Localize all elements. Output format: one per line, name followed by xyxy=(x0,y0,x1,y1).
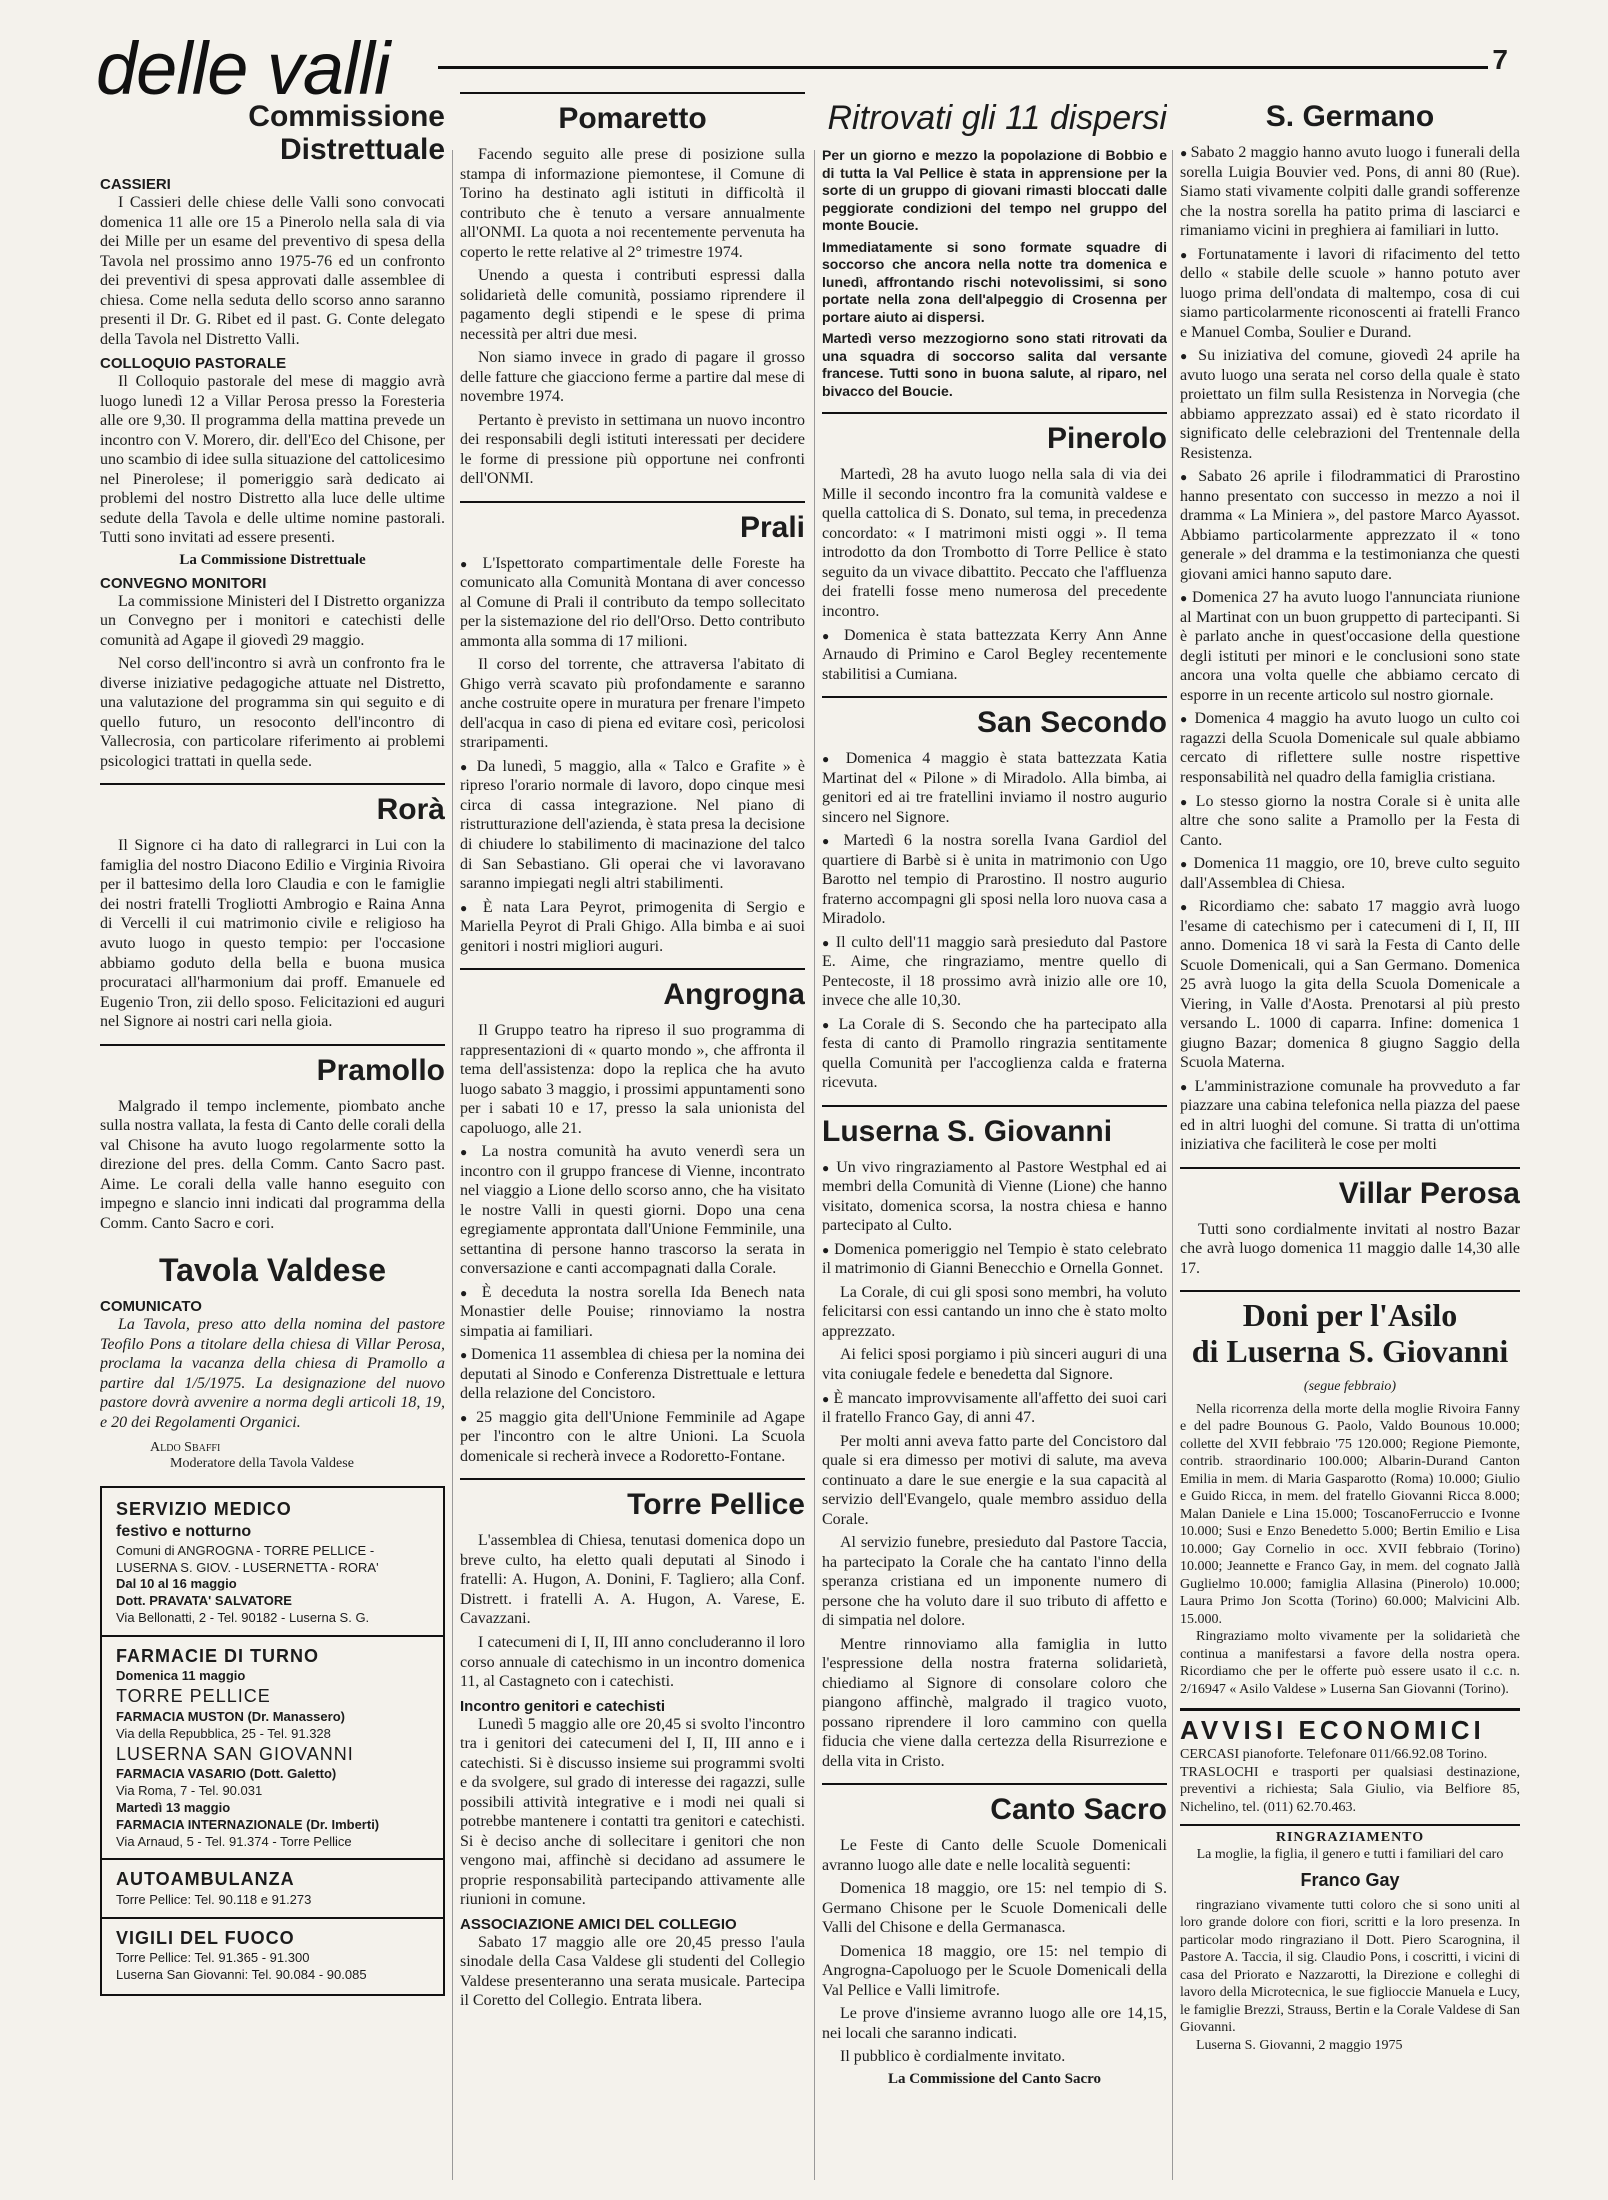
article-pomaretto-3: Non siamo invece in grado di pagare il grosso delle fatture che giacciono ferme a partire dal mese di novembre 1974. xyxy=(460,349,805,406)
article-luserna-4: Ai felici sposi porgiamo i più sinceri auguri di una vita coniugale fedele e benedetta dal Signore. xyxy=(822,1346,1167,1383)
article-pramollo: Malgrado il tempo inclemente, piombato anche sulla nostra vallata, la festa di Canto delle corali della val Chisone ha avuto luogo regolarmente sotto la direzione del pres. della Comm. Canto Sacro past. Aime. Le corali della valle hanno eseguito con impegno e slancio inni indicati dal programma della Comm. Canto Sacro e cori. xyxy=(100,1097,445,1232)
column-divider xyxy=(1172,150,1173,2180)
article-secondo-4: ● La Corale di S. Secondo che ha partecipato alla festa di canto di Pramollo ringrazia sentitamente quella Comunità per l'accoglienza calda e fraterna ricevuta. xyxy=(822,1015,1167,1093)
signature-commissione: La Commissione Distrettuale xyxy=(179,551,366,568)
article-pomaretto-1: Facendo seguito alle prese di posizione sulla stampa di informazione piemontese, il Comune di Torino ha destinato agli istituti in difficoltà il contributo che è tenuto a versare annualmente all'ONMI. La quota a noi recentemente pervenuta ha coperto le rette relative al 2° trimestre 1974. xyxy=(460,146,805,261)
article-luserna-1: ● Un vivo ringraziamento al Pastore Westphal ed ai membri della Comunità di Vienne (Lione) che hanno visitato, domenica scorsa, la nostra chiesa e hanno partecipato al Culto. xyxy=(822,1158,1167,1236)
article-germano-6: ● Domenica 4 maggio ha avuto luogo un culto coi ragazzi della Scuola Domenicale sul quale abbiamo cercato di riflettere sulle nostre rispettive responsabilità nel quadro della famiglia cristiana. xyxy=(1180,709,1520,787)
column-3 xyxy=(822,92,1167,2094)
pharmacy-address: Via Arnaud, 5 - Tel. 91.374 - Torre Pellice xyxy=(116,1833,352,1849)
column-4 xyxy=(1180,92,1520,2054)
article-pomaretto-2: Unendo a questa i contributi espressi dalla solidarietà delle comunità, possiamo riprendere il pagamento degli stipendi e le spese di prima necessità per altri due mesi. xyxy=(460,267,805,343)
article-secondo-3: ● Il culto dell'11 maggio sarà presieduto dal Pastore E. Aime, che ringraziamo, mentre quello di Pentecoste, il 18 prossimo avrà inizio alle ore 10, invece che alle 10,30. xyxy=(822,933,1167,1011)
article-convegno-2: Nel corso dell'incontro si avrà un confronto fra le diverse iniziative pedagogiche attuate nel Distretto, una valutazione del programma sin qui seguito e di quello futuro, un resoconto dell'incontro di Vallecrosia, con particolare riferimento ai problemi psicologici trattati in quella sede. xyxy=(100,655,445,770)
subhead-cassieri: CASSIERI xyxy=(100,176,171,193)
thanks-intro: La moglie, la figlia, il genero e tutti i familiari del caro xyxy=(1196,1847,1504,1863)
section-heading-san-secondo: San Secondo xyxy=(822,696,1167,739)
section-heading-ringraziamento: RINGRAZIAMENTO xyxy=(1180,1824,1520,1846)
ad-2: TRASLOCHI e trasporti per qualsiasi destinazione, preventivi a richiesta; Sala Giulio, via Belfiore 85, Nichelino, tel. (011) 62.70.463. xyxy=(1180,1764,1520,1815)
divider xyxy=(102,1635,443,1637)
article-germano-7: ● Lo stesso giorno la nostra Corale si è unita alle altre che sono salite a Pramollo per la Festa di Canto. xyxy=(1180,792,1520,851)
article-germano-8: ● Domenica 11 maggio, ore 10, breve culto seguito dall'Assemblea di Chiesa. xyxy=(1180,854,1520,893)
pharmacies-title: FARMACIE DI TURNO xyxy=(116,1646,319,1667)
thanks-date: Luserna S. Giovanni, 2 maggio 1975 xyxy=(1196,2037,1403,2053)
article-canto-5: Il pubblico è cordialmente invitato. xyxy=(840,2048,1066,2066)
section-heading-ritrovati: Ritrovati gli 11 dispersi xyxy=(827,99,1167,137)
subhead-associazione: ASSOCIAZIONE AMICI DEL COLLEGIO xyxy=(460,1915,737,1933)
article-germano-3: ● Su iniziativa del comune, giovedì 24 aprile ha avuto luogo una serata nel corso della quale è stato proiettato un film sulla Resistenza in Norvegia (che abbiamo apprezzato assai) ed è stato ricordato il significato delle celebrazioni del Trentennale della Resistenza. xyxy=(1180,346,1520,463)
author-role: Moderatore della Tavola Valdese xyxy=(170,1456,354,1472)
article-cassieri: I Cassieri delle chiese delle Valli sono convocati domenica 11 alle ore 15 a Pinerolo nella sala di via dei Mille per un esame del preventivo di spesa della Tavola nel prossimo anno 1975-76 ed un confronto dei preventivi di spesa approvati dalle assemblee di chiesa. Come nella seduta dello scorso anno saranno presenti il Dr. G. Ribet ed il past. G. Conte delegato della Tavola nel Distretto Valli. xyxy=(100,194,445,348)
pharmacy-date: Domenica 11 maggio xyxy=(116,1668,246,1684)
article-angrogna-5: ● 25 maggio gita dell'Unione Femminile ad Agape per l'incontro con le altre Unioni. La Scuola domenicale si recherà invece a Rodoretto-Fontane. xyxy=(460,1408,805,1467)
article-luserna-6: Per molti anni aveva fatto parte del Concistoro dal quale si era dimesso per motivi di salute, ma aveva continuato a dare le sue energie e la sua capacità al servizio dell'Evangelo, quale membro assiduo della Corale. xyxy=(822,1432,1167,1528)
article-convegno-1: La commissione Ministeri del I Distretto organizza un Convegno per i monitori e catechisti delle comunità ad Agape il giovedì 29 maggio. xyxy=(100,592,445,649)
article-secondo-1: ● Domenica 4 maggio è stata battezzata Katia Martinat del « Pilone » di Miradolo. Alla bimba, ai genitori ed ai tre fratellini inviamo il nostro augurio sincero nel Signore. xyxy=(822,749,1167,827)
section-heading-villar-perosa: Villar Perosa xyxy=(1180,1167,1520,1210)
author-name: Aldo Sbaffi xyxy=(150,1440,221,1456)
column-1 xyxy=(100,92,445,1996)
article-secondo-2: ● Martedì 6 la nostra sorella Ivana Gardiol del quartiere di Barbè si è unita in matrimonio con Ugo Barotto nel tempio di Prarostino. Il nostro augurio fraterno accompagni gli sposi nella loro nuova casa a Miradolo. xyxy=(822,831,1167,929)
subhead-incontro: Incontro genitori e catechisti xyxy=(460,1697,666,1715)
section-heading-rora: Rorà xyxy=(100,783,445,826)
section-heading-pramollo: Pramollo xyxy=(100,1044,445,1087)
pharmacy-name: FARMACIA VASARIO (Dott. Galetto) xyxy=(116,1765,337,1781)
article-luserna-7: Al servizio funebre, presieduto dal Pastore Taccia, ha partecipato la Corale che ha cantato l'inno della speranza cristiana ed un imponente numero di persone che ha voluto dare il suo tributo di affetto e di simpatia nel dolore. xyxy=(822,1534,1167,1630)
article-germano-5: ● Domenica 27 ha avuto luogo l'annunciata riunione al Martinat con un buon gruppetto di partecipanti. Si è parlato anche in quest'occasione della questione degli istituti per minori e le conclusioni sono state ancora una volta quelle che abbiamo cercato di esporre in un recente articolo sul nostro giornale. xyxy=(1180,588,1520,705)
section-heading-tavola: Tavola Valdese xyxy=(158,1252,387,1289)
subhead-convegno: CONVEGNO MONITORI xyxy=(100,574,267,592)
service-communes: Comuni di ANGROGNA - TORRE PELLICE - LUSERNA S. GIOV. - LUSERNETTA - RORA' xyxy=(116,1542,379,1575)
pharmacy-date: Martedì 13 maggio xyxy=(116,1799,231,1815)
divider xyxy=(102,1917,443,1919)
service-doctor: Dott. PRAVATA' SALVATORE xyxy=(116,1593,292,1609)
article-comunicato: La Tavola, preso atto della nomina del pastore Teofilo Pons a titolare della chiesa di Villar Perosa, proclama la vacanza della chiesa di Pramollo a partire dal 1/5/1975. La designazione del nuovo pastore dovrà avvenire a norma degli articoli 18, 19, e 20 dei Regolamenti Organici. xyxy=(100,1316,445,1431)
fire-phones-1: Torre Pellice: Tel. 91.365 - 91.300 xyxy=(116,1950,310,1966)
article-ritrovati-3: Martedì verso mezzogiorno sono stati ritrovati da una squadra di soccorso salita dal versante francese. Tutti sono in buona salute, al riparo, nel bivacco del Boucie. xyxy=(822,330,1167,399)
article-luserna-5: ● È mancato improvvisamente all'affetto dei suoi cari il fratello Franco Gay, di anni 47. xyxy=(822,1389,1167,1428)
article-canto-2: Domenica 18 maggio, ore 15: nel tempio di S. Germano Chisone per le Scuole Domenicali delle Valli del Chisone e della Germanasca. xyxy=(822,1880,1167,1937)
pharmacy-name: FARMACIA INTERNAZIONALE (Dr. Imberti) xyxy=(116,1816,380,1832)
section-heading-pinerolo: Pinerolo xyxy=(822,412,1167,455)
section-heading-pomaretto: Pomaretto xyxy=(460,92,805,135)
article-torre-2: I catecumeni di I, II, III anno concluderanno il loro corso annuale di catechismo in un incontro domenica 11, al Castagneto con i catechisti. xyxy=(460,1634,805,1691)
article-prali-1: ● L'Ispettorato compartimentale delle Foreste ha comunicato alla Comunità Montana di aver concesso al Comune di Prali il contributo da tempo sollecitato per la sistemazione del rio dell'Orso. Detto contributo ammonta alla somma di 17 milioni. xyxy=(460,554,805,652)
thanks-name: Franco Gay xyxy=(1300,1869,1400,1890)
service-title: SERVIZIO MEDICO xyxy=(116,1499,292,1520)
article-angrogna-4: ● Domenica 11 assemblea di chiesa per la nomina dei deputati al Sinodo e Conferenza Distrettuale e lettura della relazione del Concistoro. xyxy=(460,1345,805,1404)
article-luserna-2: ● Domenica pomeriggio nel Tempio è stato celebrato il matrimonio di Gianni Benecchio e Ornella Gonnet. xyxy=(822,1240,1167,1279)
article-pinerolo-2: ● Domenica è stata battezzata Kerry Ann Anne Arnaudo di Primino e Carol Begley recentemente stabilitisi a Cumiana. xyxy=(822,626,1167,685)
fire-phones-2: Luserna San Giovanni: Tel. 90.084 - 90.085 xyxy=(116,1966,367,1982)
article-ritrovati-2: Immediatamente si sono formate squadre di soccorso che ancora nella notte tra domenica e lunedì, affrontando rischi notevolissimi, si sono portate nella zona dell'alpeggio di Crosenna per portare aiuto ai dispersi. xyxy=(822,238,1167,325)
article-angrogna-1: Il Gruppo teatro ha ripreso il suo programma di rappresentazioni di « quarto mondo », che affronta il tema dell'assistenza: dopo la replica che ha avuto luogo sabato 3 maggio, i prossimi appuntamenti sono per i sabati 10 e 17, presso la sala unionista del capoluogo, alle 21. xyxy=(460,1022,805,1137)
service-subtitle: festivo e notturno xyxy=(116,1522,252,1540)
section-heading-doni-1: Doni per l'Asilo xyxy=(1180,1290,1520,1333)
article-luserna-8: Mentre rinnoviamo alla famiglia in lutto l'espressione della nostra fraterna solidarietà, chiediamo al Signore di consolare coloro che piangono affinchè, malgrado il tragico vuoto, possano riprendere il loro cammino con quella fiducia che viene dalla certezza della Risurrezione e della vita in Cristo. xyxy=(822,1635,1167,1770)
subhead-colloquio: COLLOQUIO PASTORALE xyxy=(100,355,287,373)
article-pomaretto-4: Pertanto è previsto in settimana un nuovo incontro dei responsabili degli istituti interessati per decidere le forme di pressione più opportune nei confronti dell'ONMI. xyxy=(460,411,805,488)
article-canto-3: Domenica 18 maggio, ore 15: nel tempio di Angrogna-Capoluogo per le Scuole Domenicali della Val Pellice e Valli limitrofe. xyxy=(822,1942,1167,1999)
service-box xyxy=(100,1486,445,1995)
pharmacy-name: FARMACIA MUSTON (Dr. Manassero) xyxy=(116,1708,345,1724)
article-torre-1: L'assemblea di Chiesa, tenutasi domenica dopo un breve culto, ha eletto quali deputati al Sinodo i fratelli: A. Hugon, A. Donini, F. Tagliero; alla Conf. Distrett. i fratelli A. A. Hugon, A. Varese, E. Cavazzani. xyxy=(460,1532,805,1628)
article-doni-1: Nella ricorrenza della morte della moglie Rivoira Fanny e del padre Bounous G. Paolo, Valdo Bounous 10.000; collette del XVII febbraio '75 120.000; Regione Piemonte, contrib. straordinario 100.000; Albarin-Durand Canton Emilia in mem. di Maria Gasparotto (Roma) 10.000; Giulio e Guido Ricca, in mem. del fratello Giovanni Ricca 8.000; Malan Daniele e Lina 15.000; ToscanoFerruccio e Ivonne 10.000; Susi e Enzo Benedetto 5.000; Bertin Emilio e Lisa 10.000; Gay Cornelio in occ. XVII febbraio (Torino) 10.000; Jeannette e Franco Gay, in mem. del cognato Jallà Guglielmo 10.000; famiglia Allasina (Pinerolo) 10.000; Laura Primo Jon Scotta (Torino) 60.000; Malvicini Alb. 15.000. xyxy=(1180,1401,1520,1627)
signature-canto: La Commissione del Canto Sacro xyxy=(887,2070,1102,2087)
article-pinerolo-1: Martedì, 28 ha avuto luogo nella sala di via dei Mille il secondo incontro fra la comunità valdese e quella cattolica di S. Donato, sul tema, in precedenza concordato: « I matrimoni misti oggi ». Il tema introdotto da don Trombotto di Torre Pellice è stato seguito da un vivace dibattito. Peccato che l'affluenza dei fratelli fosse meno numerosa del precedente incontro. xyxy=(822,466,1167,620)
header-rule xyxy=(438,66,1488,69)
article-villar: Tutti sono cordialmente invitati al nostro Bazar che avrà luogo domenica 11 maggio dalle 14,30 alle 17. xyxy=(1180,1220,1520,1277)
subhead-comunicato: COMUNICATO xyxy=(100,1298,202,1316)
section-heading-luserna: Luserna S. Giovanni xyxy=(822,1105,1167,1148)
section-heading-avvisi: AVVISI ECONOMICI xyxy=(1180,1708,1520,1746)
column-divider xyxy=(452,150,453,2180)
article-luserna-3: La Corale, di cui gli sposi sono membri, ha voluto felicitarsi con essi cantando un inno che è stato molto apprezzato. xyxy=(822,1283,1167,1340)
article-angrogna-3: ● È deceduta la nostra sorella Ida Benech nata Monastier delle Pouise; rinnoviamo la nostra simpatia ai familiari. xyxy=(460,1283,805,1342)
article-germano-9: ● Ricordiamo che: sabato 17 maggio avrà luogo l'esame di catechismo per i catecumeni di I, II, III anno. Domenica 18 vi sarà la Festa di Canto delle Scuole Domenicali, qui a San Germano. Domenica 25 avrà luogo la gita della Scuola Domenicale a Viering, in Valle d'Aosta. Prenotarsi al più presto versando L. 1000 di caparra. Infine: domenica 1 giugno Bazar; domenica 8 giugno Saggio della Scuola Materna. xyxy=(1180,897,1520,1073)
article-prali-4: ● È nata Lara Peyrot, primogenita di Sergio e Mariella Peyrot di Prali Ghigo. Alla bimba e ai suoi genitori i nostri migliori auguri. xyxy=(460,898,805,957)
article-doni-2: Ringraziamo molto vivamente per la solidarietà che continua a manifestarsi a favore della nostra opera. Ricordiamo che per le offerte può essere usato il c.c. n. 2/16947 « Asilo Valdese » Luserna San Giovanni (Torino). xyxy=(1180,1629,1520,1697)
thanks-body: ringraziano vivamente tutti coloro che si sono uniti al loro grande dolore con fiori, scritti e la loro presenza. In particolar modo ringraziano il Dott. Piero Scarognina, il Pastore A. Taccia, il sig. Claudio Pons, i coscritti, i vicini di casa del Priorato e Nazzarotti, la Direzione e colleghi di lavoro della Microtecnica, le sue figlioccie Manuela e Lucy, le famiglie Brezzi, Strauss, Bertin e la Corale Valdese di San Giovanni. xyxy=(1180,1897,1520,2036)
ambulance-phones: Torre Pellice: Tel. 90.118 e 91.273 xyxy=(116,1891,312,1907)
article-germano-4: ● Sabato 26 aprile i filodrammatici di Prarostino hanno presentato con successo in mezzo a noi il dramma « La Miniera », del pastore Marco Ayassot. Abbiamo particolarmente apprezzato il « tono generale » del dramma e la testimonianza che questi giovani amici hanno saputo dare. xyxy=(1180,467,1520,584)
section-heading-prali: Prali xyxy=(460,501,805,544)
section-heading-doni-2: di Luserna S. Giovanni xyxy=(1191,1332,1509,1369)
column-divider xyxy=(814,150,815,2180)
pharmacy-town: TORRE PELLICE xyxy=(116,1686,271,1707)
article-prali-2: Il corso del torrente, che attraversa l'abitato di Ghigo verrà scavato più profondamente e saranno anche costruite opere in muratura per frenare l'impeto dell'acqua in caso di piena ed evitare così, pericolosi straripamenti. xyxy=(460,656,805,752)
article-canto-4: Le prove d'insieme avranno luogo alle ore 14,15, nei locali che saranno indicati. xyxy=(822,2005,1167,2042)
article-germano-2: ● Fortunatamente i lavori di rifacimento del tetto dello « stabile delle scuole » hanno potuto aver luogo prima dell'ondata di maltempo, cosa di cui siamo particolarmente riconoscenti ai fratelli Franco e Manuel Comba, Soulier e Durand. xyxy=(1180,245,1520,343)
article-torre-4: Sabato 17 maggio alle ore 20,45 presso l'aula sinodale della Casa Valdese gli studenti del Collegio Valdese presenteranno una serata musicale. Partecipa il Coretto del Collegio. Entrata libera. xyxy=(460,1933,805,2010)
article-prali-3: ● Da lunedì, 5 maggio, alla « Talco e Grafite » è ripreso l'orario normale di lavoro, dopo cinque mesi circa di cassa integrazione. Nel piano di ristrutturazione dell'azienda, è stata presa la decisione di chiudere lo stabilimento di macinazione del talco di San Sebastiano. Gli operai che vi lavoravano saranno impiegati negli altri stabilimenti. xyxy=(460,757,805,894)
section-heading-commissione: Commissione Distrettuale xyxy=(248,100,445,166)
service-doctor-address: Via Bellonatti, 2 - Tel. 90182 - Luserna S. G. xyxy=(116,1610,370,1626)
pharmacy-address: Via della Repubblica, 25 - Tel. 91.328 xyxy=(116,1725,331,1741)
article-germano-10: ● L'amministrazione comunale ha provveduto a far piazzare una cabina telefonica nella piazza del paese ed in altri luoghi del comune. Si tratta di un'ottima iniziativa che faciliterà le cose per molti xyxy=(1180,1077,1520,1155)
ambulance-title: AUTOAMBULANZA xyxy=(116,1869,295,1890)
article-torre-3: Lunedì 5 maggio alle ore 20,45 si svolto l'incontro tra i genitori dei catecumeni del I, II, III anno e i catechisti. Si è discusso insieme sui programmi svolti e da svolgere, sul grado di interesse dei ragazzi, sulle possibili attività integrative e i modi nei quali si potrebbe mantenere i contatti tra genitori e catechisti. Si è deciso anche di sollecitare i genitori che non vengono mai, affinchè si decidano ad assumere le proprie responsabilità partecipando attivamente alle riunioni in comune. xyxy=(460,1715,805,1909)
doni-segue: (segue febbraio) xyxy=(1303,1378,1397,1394)
fire-title: VIGILI DEL FUOCO xyxy=(116,1927,295,1948)
page-number: 7 xyxy=(1492,44,1508,75)
pharmacy-address: Via Roma, 7 - Tel. 90.031 xyxy=(116,1782,263,1798)
article-colloquio: Il Colloquio pastorale del mese di maggio avrà luogo lunedì 12 a Villar Perosa presso la Foresteria alle ore 9,30. Il programma della mattina prevede un incontro con V. Morero, dir. dell'Eco del Chisone, per uno scambio di idee sulla situazione del cattolicesimo nel Pinerolese; il pomeriggio sarà dedicato ai problemi del nostro Distretto alla luce delle ultime sedute della Tavola e delle ultime nomine pastorali. Tutti sono invitati ad essere presenti. xyxy=(100,373,445,547)
article-germano-1: ● Sabato 2 maggio hanno avuto luogo i funerali della sorella Luigia Bouvier ved. Pons, di anni 80 (Rue). Siamo stati vivamente colpiti dalle grandi sofferenze che la nostra sorella ha patito prima di lasciarci e rimaniamo vicini in preghiera ai familiari in lutto. xyxy=(1180,143,1520,241)
column-2 xyxy=(460,92,805,2015)
article-angrogna-2: ● La nostra comunità ha avuto venerdì sera un incontro con il gruppo francese di Vienne, incontrato nel viaggio a Lione dello scorso anno, che ha visitato le nostre Valli in questi giorni. Dopo una cena egregiamente approntata dall'Unione Femminile, una settantina di persone hanno trascorso la serata in conversazione e canti accompagnati dalla Corale. xyxy=(460,1142,805,1279)
masthead: delle valli xyxy=(96,27,390,110)
divider xyxy=(102,1858,443,1860)
service-period: Dal 10 al 16 maggio xyxy=(116,1576,237,1592)
article-ritrovati-1: Per un giorno e mezzo la popolazione di Bobbio e di tutta la Val Pellice è stata in apprensione per la sorte di un gruppo di giovani rimasti bloccati dalle peggiorate condizioni del tempo nel gruppo del monte Boucie. xyxy=(822,147,1167,234)
ad-1: CERCASI pianoforte. Telefonare 011/66.92.08 Torino. xyxy=(1180,1747,1488,1763)
section-heading-angrogna: Angrogna xyxy=(460,968,805,1011)
section-heading-torre-pellice: Torre Pellice xyxy=(460,1478,805,1521)
section-heading-canto-sacro: Canto Sacro xyxy=(822,1783,1167,1826)
section-heading-san-germano: S. Germano xyxy=(1265,100,1435,133)
article-rora: Il Signore ci ha dato di rallegrarci in Lui con la famiglia del nostro Diacono Edilio e Virginia Rivoira per il battesimo della loro Claudia e con le famiglie dei nostri fratelli Trogliotti Ambrogio e Raina Anna di Vercelli il cui matrimonio civile e religioso ha avuto luogo in questo tempio: per l'occasione abbiamo goduto della bella e buona musica procurataci all'harmonium dai proff. Emanuele ed Eugenio Tron, zii dello sposo. Felicitazioni ed auguri nel Signore ai nostri cari nella gioia. xyxy=(100,837,445,1031)
pharmacy-town: LUSERNA SAN GIOVANNI xyxy=(116,1743,354,1764)
article-canto-1: Le Feste di Canto delle Scuole Domenicali avranno luogo alle date e nelle località seguenti: xyxy=(822,1837,1167,1874)
